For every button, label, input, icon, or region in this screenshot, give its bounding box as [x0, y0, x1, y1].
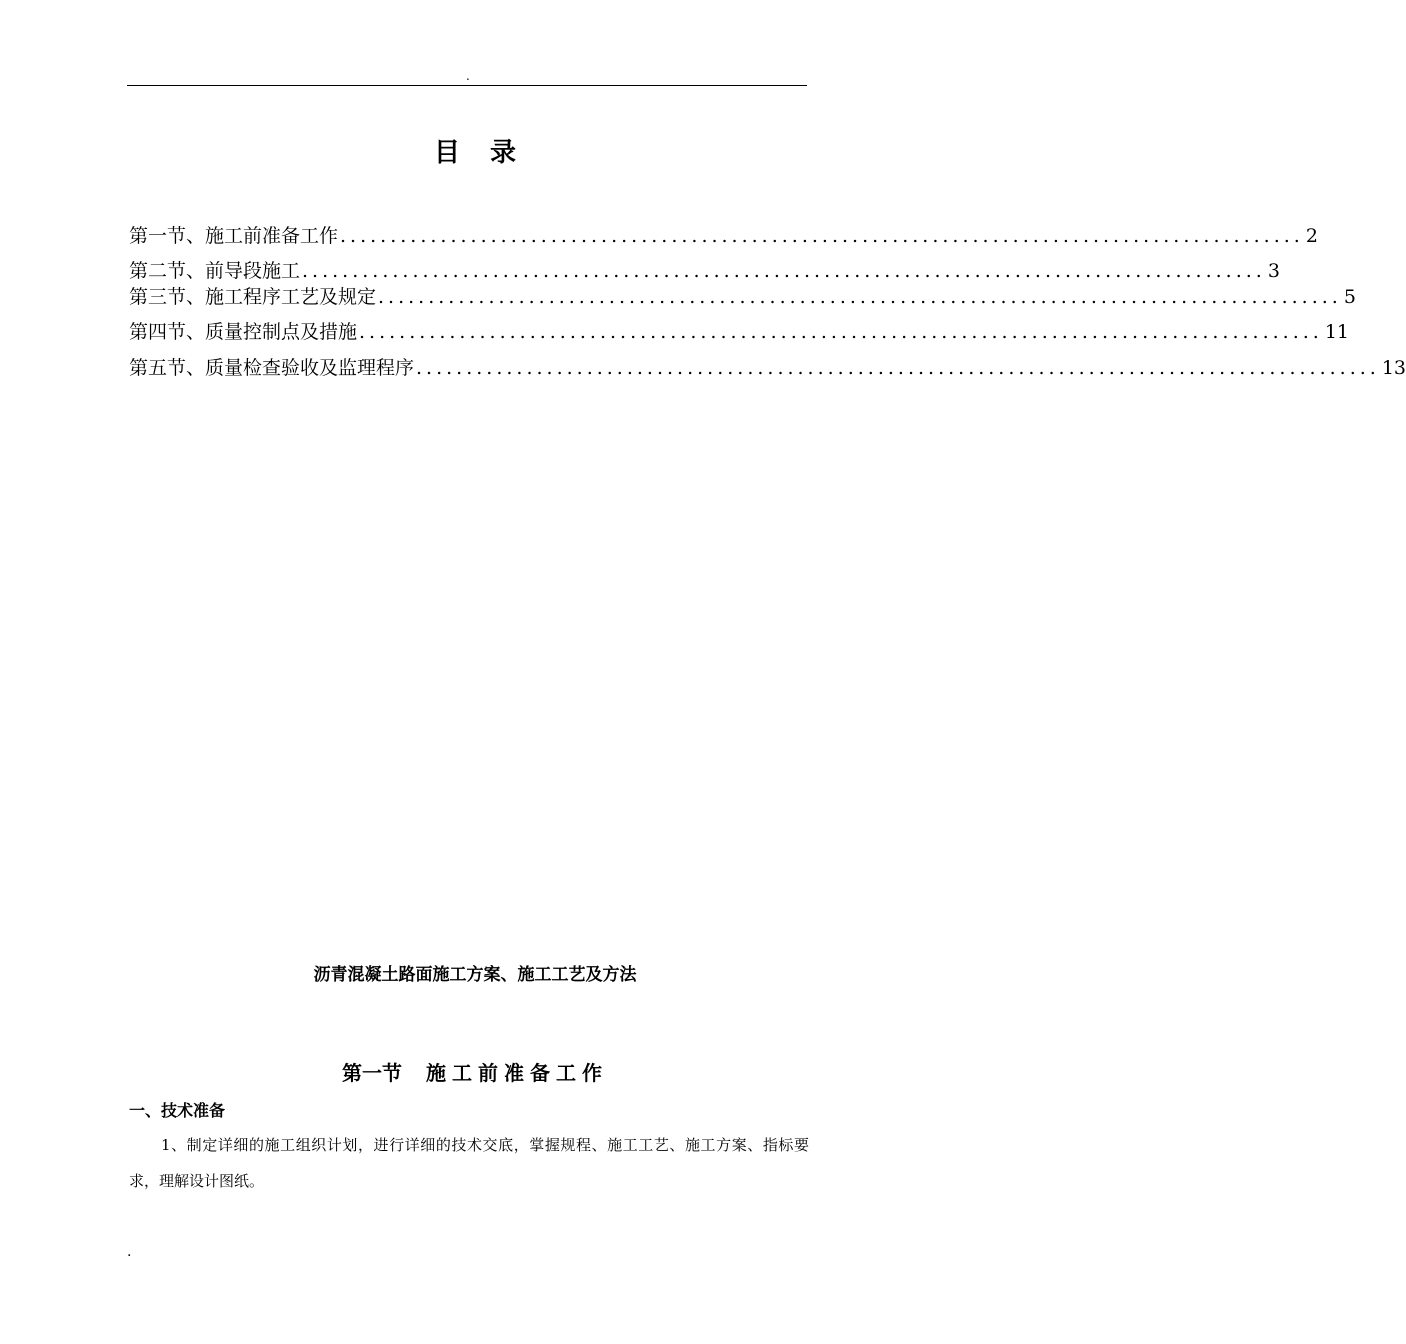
toc-entry[interactable]: [129, 356, 1406, 380]
toc-entry[interactable]: [129, 224, 1318, 248]
toc-entry[interactable]: [129, 259, 1280, 283]
header-mark: .: [466, 69, 470, 83]
toc-entry-label: 第一节、施工前准备工作: [129, 225, 339, 247]
toc-leader-dots: ................................................................................................: [340, 225, 1304, 247]
subheading: 一、技术准备: [129, 1101, 226, 1120]
header-rule: [127, 85, 807, 86]
toc-entry-page: 5: [1343, 286, 1356, 308]
toc-entry-label: 第五节、质量检查验收及监理程序: [129, 357, 415, 379]
toc-entry-page: 3: [1267, 260, 1280, 282]
toc-leader-dots: ................................................................................................: [359, 321, 1323, 343]
toc-title: 目录: [433, 138, 546, 168]
toc-entry[interactable]: [129, 285, 1356, 309]
body-paragraph: 1、制定详细的施工组织计划，进行详细的技术交底，掌握规程、施工工艺、施工方案、指标要求，理解设计图纸。: [129, 1136, 809, 1190]
section-heading: [0, 1057, 950, 1086]
toc-entry-label: 第二节、前导段施工: [129, 260, 301, 282]
toc-entry-label: 第四节、质量控制点及措施: [129, 321, 358, 343]
toc-leader-dots: ................................................................................................: [416, 357, 1380, 379]
section-number: 第一节: [342, 1061, 402, 1085]
toc-leader-dots: ................................................................................................: [302, 260, 1266, 282]
toc-leader-dots: ................................................................................................: [378, 286, 1342, 308]
toc-entry[interactable]: [129, 320, 1349, 344]
toc-entry-page: 11: [1324, 321, 1349, 343]
toc-entry-page: 2: [1305, 225, 1318, 247]
toc-entry-page: 13: [1381, 357, 1406, 379]
section-name: 施工前准备工作: [426, 1061, 608, 1085]
toc-entry-label: 第三节、施工程序工艺及规定: [129, 286, 377, 308]
footer-mark: .: [127, 1244, 132, 1260]
document-title: 沥青混凝土路面施工方案、施工工艺及方法: [313, 965, 637, 985]
